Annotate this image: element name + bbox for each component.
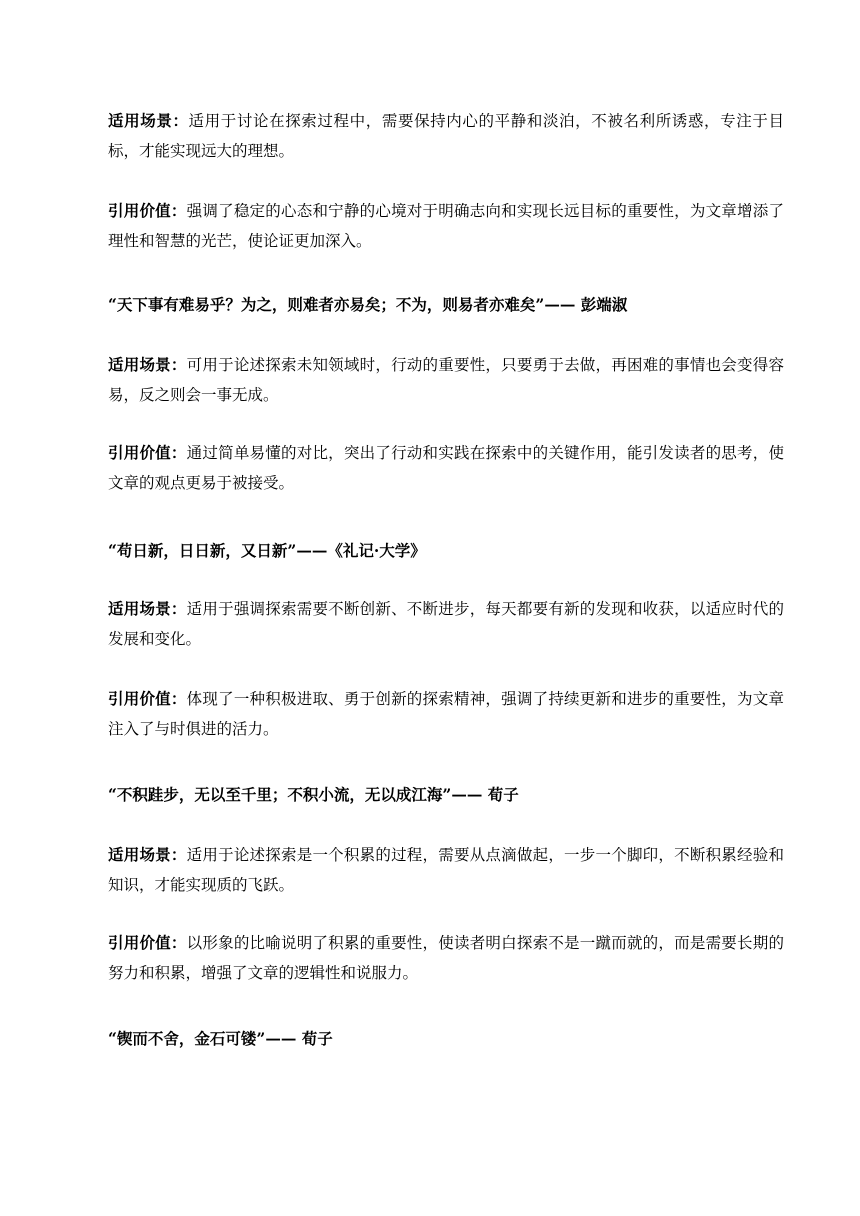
value-paragraph — [108, 196, 784, 256]
label-colon: ： — [170, 599, 187, 618]
label-colon: ： — [170, 443, 187, 462]
scenario-paragraph — [108, 350, 784, 410]
value-paragraph — [108, 438, 784, 498]
paragraph-text: 适用于论述探索是一个积累的过程，需要从点滴做起，一步一个脚印，不断积累经验和知识，才能实现质的飞跃。 — [108, 846, 784, 894]
label-colon: ： — [170, 845, 187, 864]
label-colon: ： — [172, 111, 189, 130]
paragraph-label: 适用场景 — [108, 845, 171, 864]
paragraph-label: 引用价值 — [108, 443, 171, 462]
paragraph-text: 可用于论述探索未知领域时，行动的重要性，只要勇于去做，再困难的事情也会变得容易，反之则会一事无成。 — [108, 356, 784, 404]
paragraph-text: 体现了一种积极进取、勇于创新的探索精神，强调了持续更新和进步的重要性，为文章注入了与时俱进的活力。 — [108, 690, 784, 738]
quote-heading: “天下事有难易乎？为之，则难者亦易矣；不为，则易者亦难矣”—— 彭端淑 — [108, 295, 628, 314]
paragraph-label: 引用价值 — [108, 689, 171, 708]
value-paragraph — [108, 928, 784, 988]
label-colon: ： — [170, 933, 187, 952]
paragraph-label: 引用价值 — [108, 201, 171, 220]
paragraph-text: 以形象的比喻说明了积累的重要性，使读者明白探索不是一蹴而就的，而是需要长期的努力和积累，增强了文章的逻辑性和说服力。 — [108, 934, 784, 982]
value-paragraph — [108, 684, 784, 744]
scenario-paragraph — [108, 106, 784, 166]
paragraph-text: 适用于讨论在探索过程中，需要保持内心的平静和淡泊，不被名利所诱惑，专注于目标，才能实现远大的理想。 — [108, 112, 784, 160]
label-colon: ： — [170, 201, 187, 220]
quote-heading: “苟日新，日日新，又日新”——《礼记·大学》 — [108, 541, 426, 560]
paragraph-text: 通过简单易懂的对比，突出了行动和实践在探索中的关键作用，能引发读者的思考，使文章的观点更易于被接受。 — [108, 444, 784, 492]
paragraph-label: 适用场景 — [108, 355, 171, 374]
quote-heading: “不积跬步，无以至千里；不积小流，无以成江海”—— 荀子 — [108, 785, 519, 804]
label-colon: ： — [170, 689, 187, 708]
scenario-paragraph — [108, 594, 784, 654]
paragraph-label: 引用价值 — [108, 933, 171, 952]
paragraph-text: 适用于强调探索需要不断创新、不断进步，每天都要有新的发现和收获，以适应时代的发展和变化。 — [108, 600, 784, 648]
paragraph-text: 强调了稳定的心态和宁静的心境对于明确志向和实现长远目标的重要性，为文章增添了理性和智慧的光芒，使论证更加深入。 — [108, 202, 784, 250]
paragraph-label: 适用场景 — [108, 599, 171, 618]
scenario-paragraph — [108, 840, 784, 900]
label-colon: ： — [170, 355, 187, 374]
paragraph-label: 适用场景 — [108, 111, 173, 130]
quote-heading: “锲而不舍，金石可镂”—— 荀子 — [108, 1029, 333, 1048]
